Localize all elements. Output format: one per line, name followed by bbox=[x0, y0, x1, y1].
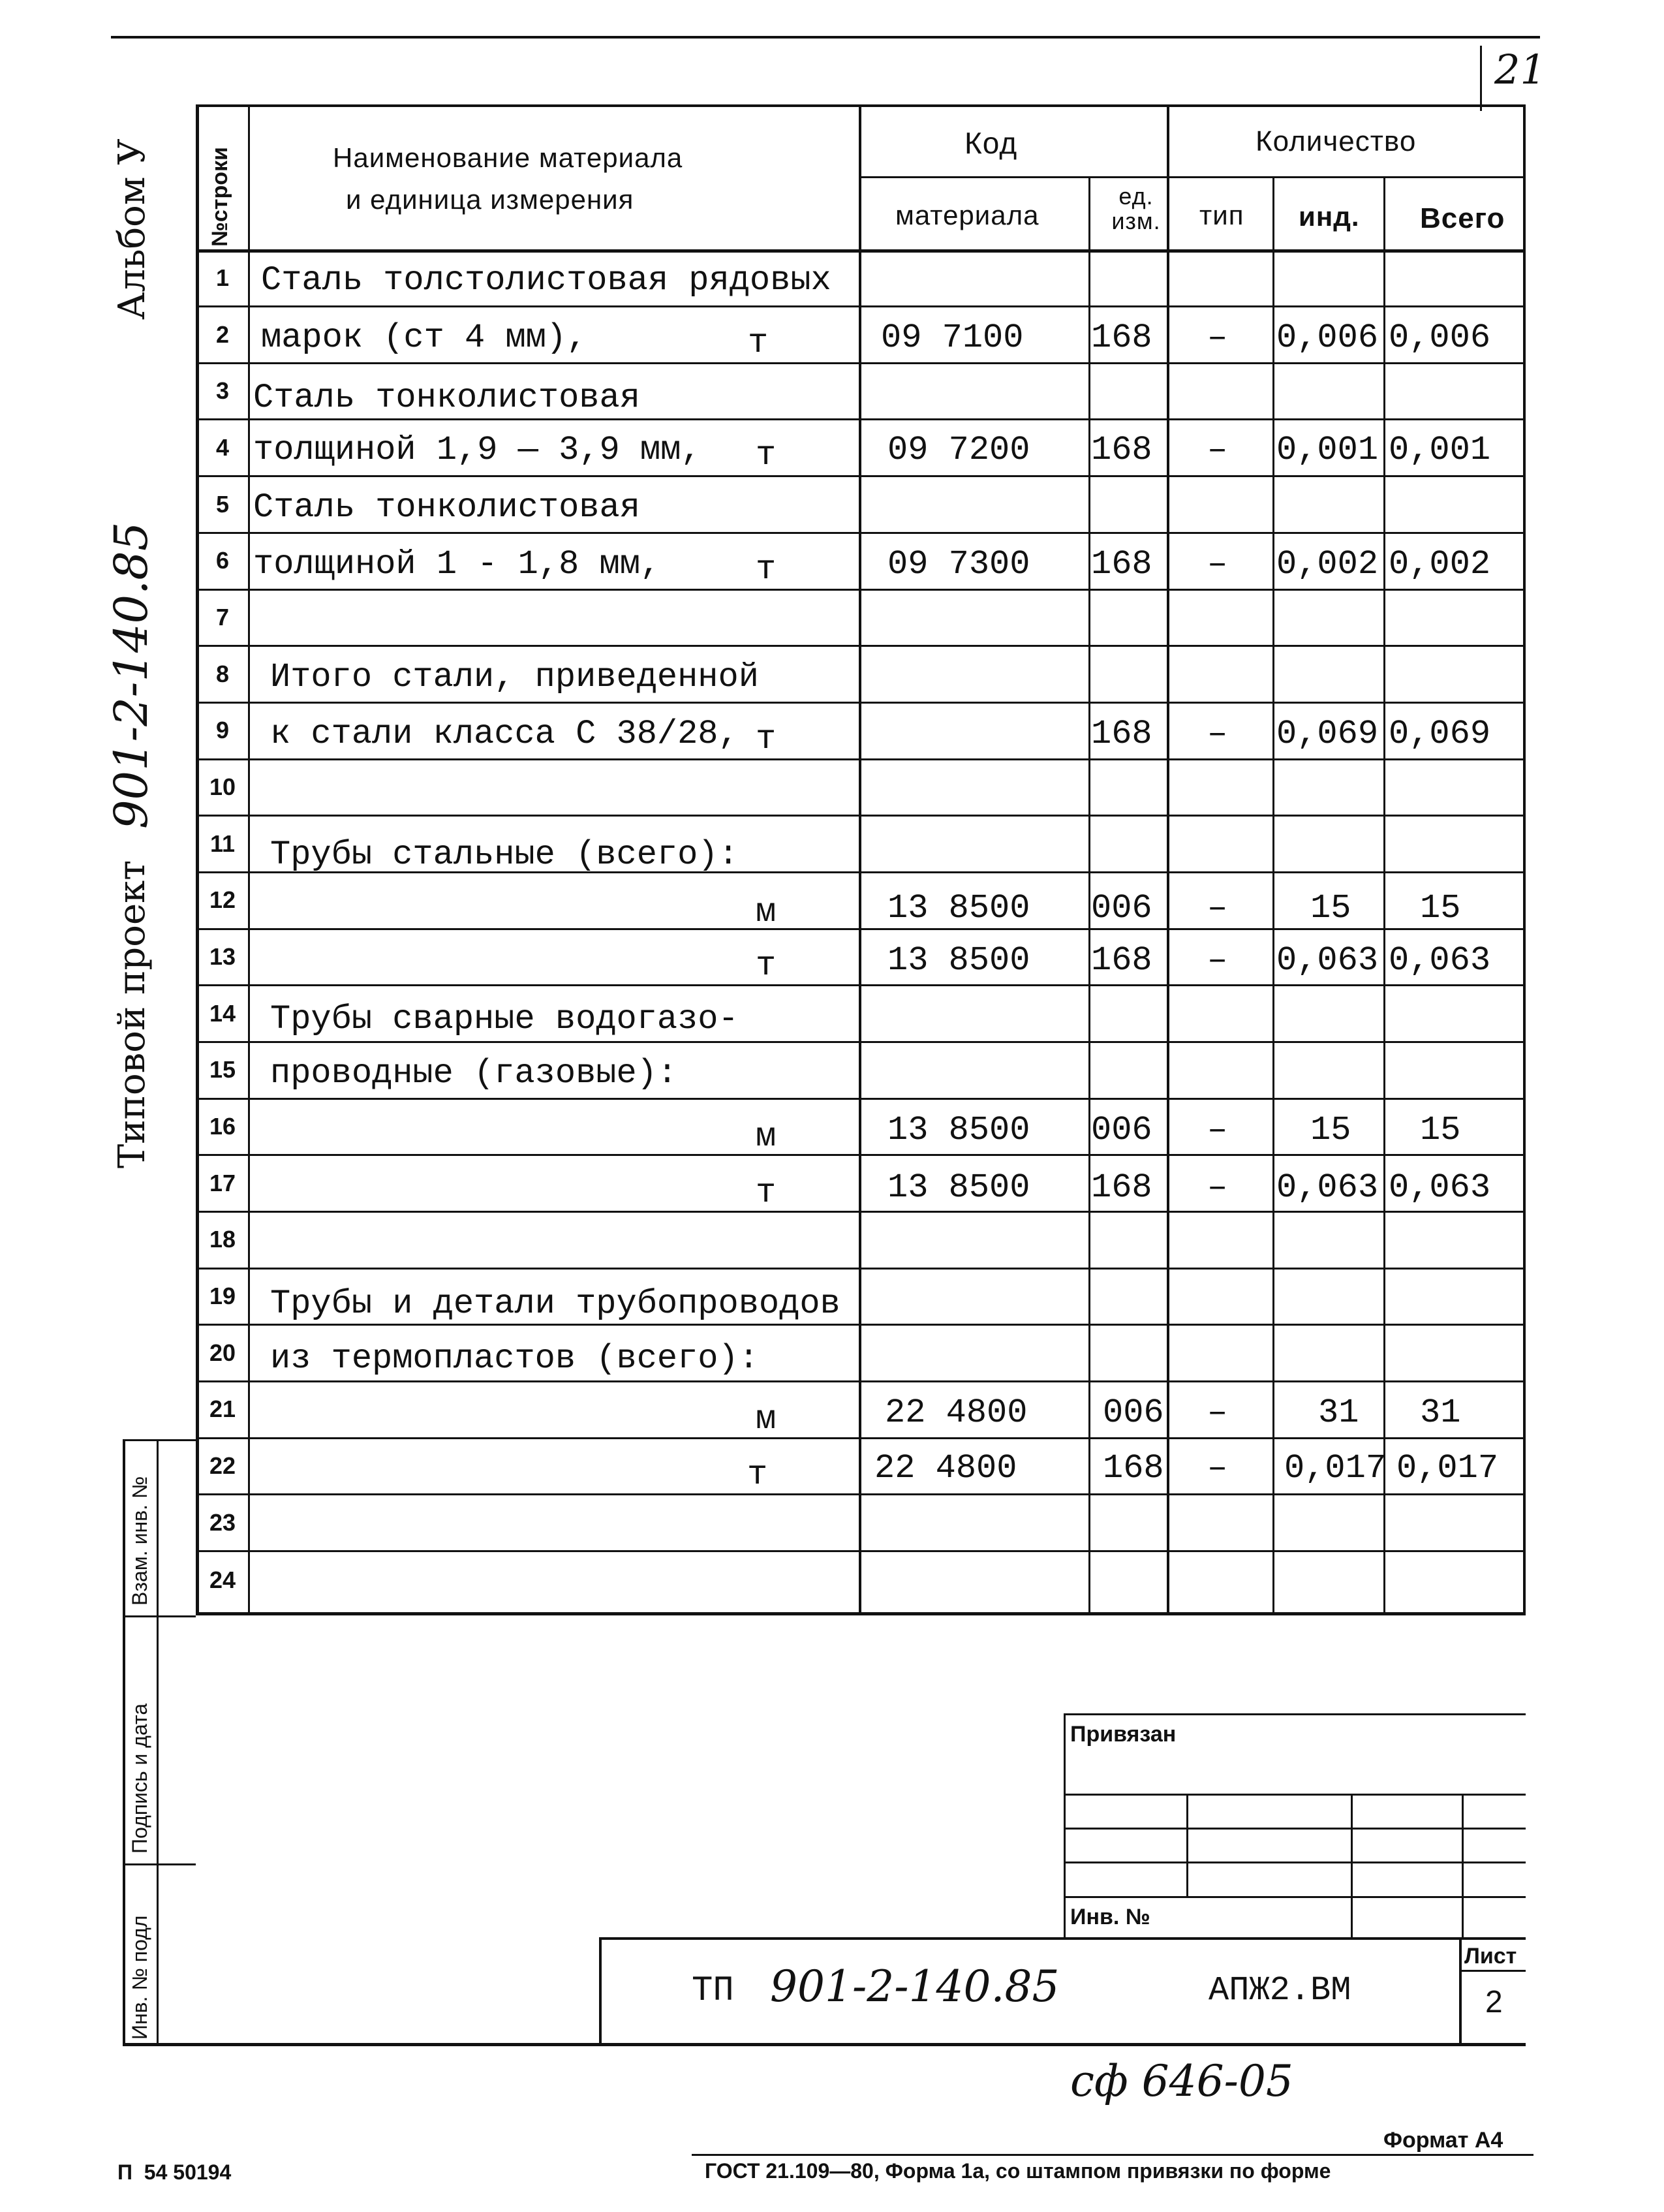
title-block-top bbox=[599, 1937, 1526, 1940]
row-number: 7 bbox=[215, 604, 230, 631]
unit-code: 168 bbox=[1091, 431, 1152, 469]
title-block-left bbox=[599, 1937, 602, 2045]
row-number: 9 bbox=[215, 717, 230, 743]
qty-type: – bbox=[1207, 715, 1228, 753]
material-code: 13 8500 bbox=[887, 1111, 1030, 1149]
material-code: 13 8500 bbox=[887, 941, 1030, 980]
qty-total: 31 bbox=[1420, 1394, 1461, 1432]
inv-no-label: Инв. № bbox=[1070, 1905, 1150, 1929]
row-line bbox=[196, 1098, 1526, 1100]
privyazan-col bbox=[1186, 1794, 1188, 1898]
qty-ind: 0,063 bbox=[1276, 1168, 1379, 1207]
header-bottom-line bbox=[196, 249, 1526, 253]
row-number: 8 bbox=[215, 661, 230, 687]
material-name: Итого стали, приведенной bbox=[270, 658, 759, 696]
unit-code: 168 bbox=[1103, 1449, 1164, 1488]
row-number: 6 bbox=[215, 547, 230, 574]
row-line bbox=[196, 1041, 1526, 1043]
row-line bbox=[196, 1550, 1526, 1552]
qty-ind: 0,006 bbox=[1276, 319, 1379, 357]
qty-ind: 0,001 bbox=[1276, 431, 1379, 469]
material-code: 13 8500 bbox=[887, 889, 1030, 927]
material-name: к стали класса С 38/28, bbox=[270, 715, 739, 753]
unit: т bbox=[756, 720, 777, 758]
qty-type: – bbox=[1207, 889, 1228, 927]
material-name: из термопластов (всего): bbox=[270, 1339, 759, 1378]
row-number: 12 bbox=[209, 886, 236, 913]
header-mid-line bbox=[859, 176, 1526, 178]
qty-type: – bbox=[1207, 1168, 1228, 1207]
header-code-material: материала bbox=[895, 200, 1040, 230]
row-line bbox=[196, 1493, 1526, 1495]
col-divider-ind bbox=[1383, 176, 1385, 1615]
row-line bbox=[196, 1268, 1526, 1270]
row-line bbox=[196, 928, 1526, 930]
unit-code: 168 bbox=[1091, 319, 1152, 357]
row-line bbox=[196, 1380, 1526, 1382]
header-qty-total: Всего bbox=[1420, 202, 1505, 234]
row-number: 4 bbox=[215, 434, 230, 461]
header-code-unit: ед. изм. bbox=[1111, 183, 1161, 234]
unit: т bbox=[756, 436, 777, 475]
row-number: 15 bbox=[209, 1056, 236, 1083]
qty-ind: 31 bbox=[1318, 1394, 1359, 1432]
header-qty-ind: инд. bbox=[1299, 201, 1360, 232]
row-line bbox=[196, 475, 1526, 477]
qty-ind: 0,017 bbox=[1284, 1449, 1387, 1488]
project-code-handwritten: 901-2-140.85 bbox=[104, 522, 158, 829]
table-right-border bbox=[1523, 104, 1526, 1615]
vzam-inv-label: Взам. инв. № bbox=[128, 1476, 151, 1606]
header-row-no: №строки bbox=[208, 147, 232, 247]
header-name-line1: Наименование материала bbox=[333, 142, 683, 173]
header-name-line2: и единица измерения bbox=[346, 184, 634, 215]
material-name: Сталь тонколистовая bbox=[253, 488, 640, 527]
left-stamp-top bbox=[123, 1439, 196, 1441]
table-bottom-line bbox=[196, 1612, 1526, 1615]
material-name: марок (ст 4 мм), bbox=[261, 319, 587, 357]
row-line bbox=[196, 532, 1526, 534]
top-rule bbox=[111, 36, 1540, 39]
privyazan-left bbox=[1064, 1713, 1066, 1939]
row-line bbox=[196, 1437, 1526, 1439]
row-line bbox=[196, 702, 1526, 704]
qty-total: 0,017 bbox=[1396, 1449, 1499, 1488]
sign-date-label: Подпись и дата bbox=[128, 1703, 151, 1854]
row-number: 19 bbox=[209, 1283, 236, 1309]
row-line bbox=[196, 645, 1526, 647]
row-number: 21 bbox=[209, 1395, 236, 1422]
footer-left-code: П 54 50194 bbox=[117, 2160, 232, 2184]
unit: т bbox=[756, 946, 777, 985]
row-number: 2 bbox=[215, 321, 230, 348]
qty-type: – bbox=[1207, 1449, 1228, 1488]
material-name: Сталь толстолистовая рядовых bbox=[261, 261, 831, 300]
privyazan-row bbox=[1064, 1794, 1526, 1796]
page-number: 21 bbox=[1494, 46, 1546, 93]
row-line bbox=[196, 815, 1526, 817]
qty-ind: 0,063 bbox=[1276, 941, 1379, 980]
col-divider-name bbox=[859, 104, 861, 1615]
handwritten-note: сф 646-05 bbox=[1070, 2056, 1293, 2106]
left-stamp-sep1 bbox=[123, 1615, 196, 1617]
privyazan-label: Привязан bbox=[1070, 1722, 1177, 1747]
material-name: Трубы сварные водогазо- bbox=[270, 1000, 739, 1038]
header-qty-type: тип bbox=[1199, 200, 1244, 230]
qty-type: – bbox=[1207, 1394, 1228, 1432]
row-number: 13 bbox=[209, 943, 236, 970]
unit: т bbox=[747, 1456, 768, 1494]
row-number: 20 bbox=[209, 1339, 236, 1366]
row-number: 5 bbox=[215, 491, 230, 518]
sheet-label: Лист bbox=[1464, 1944, 1517, 1969]
unit-code: 006 bbox=[1103, 1394, 1164, 1432]
unit: м bbox=[756, 1400, 777, 1439]
material-name: толщиной 1 - 1,8 мм, bbox=[253, 545, 661, 584]
unit-code: 168 bbox=[1091, 715, 1152, 753]
qty-type: – bbox=[1207, 319, 1228, 357]
tp-label: ТП bbox=[692, 1971, 734, 2011]
row-number: 10 bbox=[209, 773, 236, 800]
material-code: 22 4800 bbox=[885, 1394, 1028, 1432]
qty-type: – bbox=[1207, 431, 1228, 469]
doc-code: АПЖ2.ВМ bbox=[1209, 1971, 1351, 2010]
material-name: Трубы стальные (всего): bbox=[270, 835, 739, 874]
qty-total: 0,063 bbox=[1389, 1168, 1491, 1207]
material-code: 22 4800 bbox=[874, 1449, 1017, 1488]
privyazan-row bbox=[1064, 1862, 1526, 1863]
qty-total: 0,002 bbox=[1389, 545, 1491, 584]
row-line bbox=[196, 362, 1526, 364]
tp-code-handwritten: 901-2-140.85 bbox=[770, 1961, 1060, 2012]
qty-ind: 15 bbox=[1310, 1111, 1351, 1149]
privyazan-top bbox=[1064, 1713, 1526, 1715]
material-code: 09 7300 bbox=[887, 545, 1030, 584]
privyazan-col bbox=[1462, 1794, 1464, 1939]
qty-ind: 0,002 bbox=[1276, 545, 1379, 584]
unit-code: 168 bbox=[1091, 545, 1152, 584]
unit-code: 168 bbox=[1091, 1168, 1152, 1207]
row-line bbox=[196, 418, 1526, 420]
qty-total: 15 bbox=[1420, 1111, 1461, 1149]
left-stamp-outer bbox=[123, 1439, 125, 2046]
unit: м bbox=[756, 893, 777, 931]
page-bottom-border bbox=[123, 2043, 1526, 2046]
page-number-divider bbox=[1480, 46, 1482, 111]
row-line bbox=[196, 305, 1526, 307]
inv-podl-label: Инв. № подл bbox=[128, 1915, 151, 2040]
title-block-sheet-divider bbox=[1459, 1937, 1462, 2045]
material-code: 13 8500 bbox=[887, 1168, 1030, 1207]
row-number: 3 bbox=[215, 377, 230, 404]
row-line bbox=[196, 1211, 1526, 1213]
row-number: 11 bbox=[209, 830, 236, 857]
row-line bbox=[196, 1324, 1526, 1326]
row-line bbox=[196, 589, 1526, 591]
unit-code: 006 bbox=[1091, 1111, 1152, 1149]
unit-code: 006 bbox=[1091, 889, 1152, 927]
material-name: Трубы и детали трубопроводов bbox=[270, 1285, 840, 1323]
unit-code: 168 bbox=[1091, 941, 1152, 980]
row-number: 24 bbox=[209, 1566, 236, 1593]
qty-total: 0,001 bbox=[1389, 431, 1491, 469]
qty-total: 15 bbox=[1420, 889, 1461, 927]
qty-type: – bbox=[1207, 1111, 1228, 1149]
privyazan-row bbox=[1064, 1896, 1526, 1898]
row-number: 22 bbox=[209, 1452, 236, 1479]
qty-type: – bbox=[1207, 545, 1228, 584]
header-quantity: Количество bbox=[1256, 125, 1417, 157]
sheet-value: 2 bbox=[1485, 1985, 1503, 2019]
privyazan-row bbox=[1064, 1828, 1526, 1830]
row-line bbox=[196, 758, 1526, 760]
footer-rule bbox=[692, 2154, 1533, 2156]
col-divider-type bbox=[1272, 176, 1274, 1615]
sheet-label-divider bbox=[1459, 1970, 1526, 1972]
header-top-line bbox=[196, 104, 1526, 107]
qty-total: 0,006 bbox=[1389, 319, 1491, 357]
unit: м bbox=[756, 1117, 777, 1156]
unit: т bbox=[756, 1174, 777, 1212]
album-label: Альбом У bbox=[111, 138, 153, 320]
unit: т bbox=[748, 324, 769, 362]
row-number: 17 bbox=[209, 1170, 236, 1196]
qty-total: 0,069 bbox=[1389, 715, 1491, 753]
typical-project-label: Типовой проект bbox=[111, 860, 153, 1168]
material-name: проводные (газовые): bbox=[270, 1054, 678, 1093]
row-line bbox=[196, 1154, 1526, 1156]
row-number: 16 bbox=[209, 1113, 236, 1140]
material-code: 09 7200 bbox=[887, 431, 1030, 469]
material-code: 09 7100 bbox=[881, 319, 1024, 357]
format-label: Формат А4 bbox=[1383, 2128, 1503, 2153]
row-number: 1 bbox=[215, 264, 230, 291]
col-divider-rownum bbox=[248, 104, 250, 1615]
material-name: толщиной 1,9 — 3,9 мм, bbox=[253, 431, 701, 469]
header-code: Код bbox=[964, 126, 1018, 160]
left-stamp-sep2 bbox=[123, 1863, 196, 1865]
row-number: 18 bbox=[209, 1226, 236, 1253]
col-divider-code bbox=[1167, 104, 1169, 1615]
row-number: 23 bbox=[209, 1509, 236, 1536]
col-divider-material bbox=[1088, 176, 1090, 1615]
privyazan-col bbox=[1351, 1794, 1353, 1939]
left-stamp-inner bbox=[157, 1439, 159, 2046]
row-line bbox=[196, 984, 1526, 986]
material-name: Сталь тонколистовая bbox=[253, 379, 640, 417]
unit: т bbox=[756, 550, 777, 589]
qty-ind: 15 bbox=[1310, 889, 1351, 927]
footer-gost: ГОСТ 21.109—80, Форма 1а, со штампом привязки по форме bbox=[705, 2159, 1331, 2183]
qty-total: 0,063 bbox=[1389, 941, 1491, 980]
qty-ind: 0,069 bbox=[1276, 715, 1379, 753]
row-number: 14 bbox=[209, 1000, 236, 1027]
qty-type: – bbox=[1207, 941, 1228, 980]
